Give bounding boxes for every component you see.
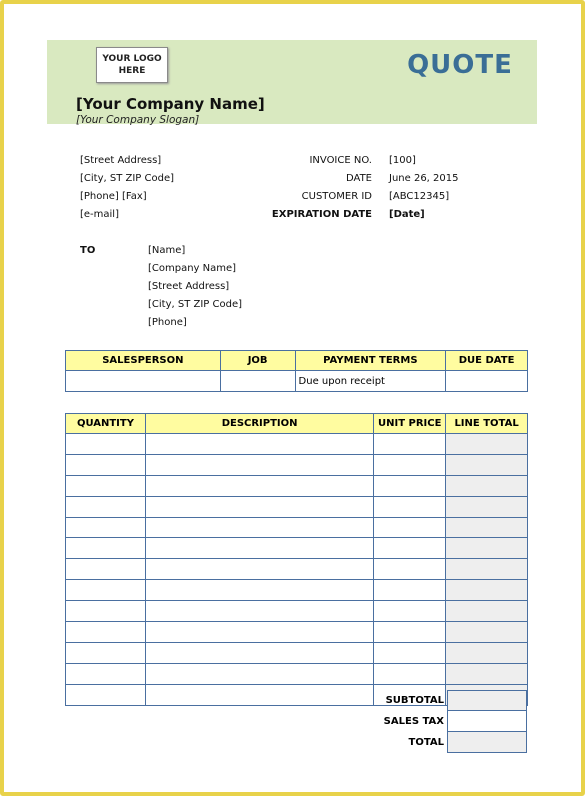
description-cell[interactable] — [145, 496, 373, 517]
salesperson-header: SALESPERSON — [66, 351, 221, 371]
table-row — [66, 663, 528, 684]
salesperson-cell[interactable] — [66, 371, 221, 392]
line-total-header: LINE TOTAL — [446, 414, 528, 434]
job-header: JOB — [220, 351, 295, 371]
quantity-cell[interactable] — [66, 642, 146, 663]
table-row — [66, 642, 528, 663]
description-cell[interactable] — [145, 454, 373, 475]
address-line: [Phone] [Fax] — [80, 191, 147, 202]
sales-tax-label: SALES TAX — [383, 716, 444, 727]
line-items-body — [66, 434, 528, 706]
description-cell[interactable] — [145, 642, 373, 663]
total-label: TOTAL — [408, 737, 444, 748]
line-items-table — [65, 413, 528, 706]
unit-price-cell[interactable] — [374, 601, 446, 622]
recipient-line[interactable]: [Name] — [148, 245, 186, 256]
table-row — [66, 559, 528, 580]
table-row — [66, 601, 528, 622]
invoice-label: INVOICE NO. — [309, 155, 372, 166]
description-cell[interactable] — [145, 684, 373, 705]
line-total-cell — [446, 538, 528, 559]
subtotal-row — [374, 690, 528, 711]
payment-terms-header: PAYMENT TERMS — [295, 351, 446, 371]
job-cell[interactable] — [220, 371, 295, 392]
quantity-header: QUANTITY — [66, 414, 146, 434]
table-row — [66, 538, 528, 559]
recipient-line[interactable]: [Street Address] — [148, 281, 230, 292]
description-cell[interactable] — [145, 538, 373, 559]
total-cell — [447, 732, 527, 753]
unit-price-cell[interactable] — [374, 538, 446, 559]
subtotal-cell — [447, 690, 527, 711]
quantity-cell[interactable] — [66, 454, 146, 475]
expiration-value[interactable]: [Date] — [389, 209, 425, 220]
company-name: [Your Company Name] — [76, 95, 265, 113]
quantity-cell[interactable] — [66, 434, 146, 455]
totals-section — [374, 690, 528, 753]
unit-price-cell[interactable] — [374, 559, 446, 580]
logo-placeholder — [96, 47, 168, 83]
table-row — [66, 622, 528, 643]
sales-tax-cell[interactable] — [447, 711, 527, 732]
recipient-line[interactable]: [City, ST ZIP Code] — [148, 299, 243, 310]
address-line: [City, ST ZIP Code] — [80, 173, 175, 184]
recipient-line[interactable]: [Company Name] — [148, 263, 237, 274]
expiration-label: EXPIRATION DATE — [271, 209, 372, 220]
description-cell[interactable] — [145, 580, 373, 601]
line-total-cell — [446, 454, 528, 475]
line-total-cell — [446, 434, 528, 455]
recipient-address — [148, 242, 242, 332]
quantity-cell[interactable] — [66, 622, 146, 643]
quantity-cell[interactable] — [66, 684, 146, 705]
address-line: [e-mail] — [80, 209, 119, 220]
quantity-cell[interactable] — [66, 601, 146, 622]
line-total-cell — [446, 580, 528, 601]
description-cell[interactable] — [145, 622, 373, 643]
line-total-cell — [446, 622, 528, 643]
line-total-cell — [446, 601, 528, 622]
unit-price-cell[interactable] — [374, 517, 446, 538]
recipient-line[interactable]: [Phone] — [148, 317, 187, 328]
date-value[interactable]: June 26, 2015 — [389, 173, 459, 184]
description-cell[interactable] — [145, 434, 373, 455]
table-row — [66, 517, 528, 538]
description-cell[interactable] — [145, 601, 373, 622]
quantity-cell[interactable] — [66, 663, 146, 684]
quantity-cell[interactable] — [66, 538, 146, 559]
unit-price-cell[interactable] — [374, 663, 446, 684]
unit-price-cell[interactable] — [374, 434, 446, 455]
table-row — [66, 475, 528, 496]
table-row — [66, 434, 528, 455]
sales-tax-row — [374, 711, 528, 732]
unit-price-cell[interactable] — [374, 454, 446, 475]
logo-text-line1: YOUR LOGO — [102, 54, 162, 64]
line-total-cell — [446, 496, 528, 517]
table-row — [66, 454, 528, 475]
to-label: TO — [80, 245, 96, 256]
due-date-header: DUE DATE — [446, 351, 528, 371]
total-row — [374, 732, 528, 753]
sales-info-table — [65, 350, 528, 392]
subtotal-label: SUBTOTAL — [385, 695, 444, 706]
unit-price-cell[interactable] — [374, 475, 446, 496]
quantity-cell[interactable] — [66, 496, 146, 517]
description-header: DESCRIPTION — [145, 414, 373, 434]
customer-value[interactable]: [ABC12345] — [389, 191, 450, 202]
table-row — [66, 580, 528, 601]
unit-price-cell[interactable] — [374, 622, 446, 643]
customer-label: CUSTOMER ID — [301, 191, 372, 202]
line-total-cell — [446, 517, 528, 538]
meta-labels — [240, 152, 372, 224]
description-cell[interactable] — [145, 517, 373, 538]
unit-price-cell[interactable] — [374, 580, 446, 601]
quantity-cell[interactable] — [66, 559, 146, 580]
due-date-cell[interactable] — [446, 371, 528, 392]
unit-price-cell[interactable] — [374, 496, 446, 517]
line-total-cell — [446, 642, 528, 663]
payment-terms-cell[interactable]: Due upon receipt — [295, 371, 446, 392]
company-address — [80, 152, 174, 224]
line-total-cell — [446, 559, 528, 580]
description-cell[interactable] — [145, 559, 373, 580]
description-cell[interactable] — [145, 475, 373, 496]
document-title: QUOTE — [407, 50, 513, 80]
invoice-value[interactable]: [100] — [389, 155, 416, 166]
line-total-cell — [446, 475, 528, 496]
date-label: DATE — [345, 173, 372, 184]
table-row — [66, 496, 528, 517]
description-cell[interactable] — [145, 663, 373, 684]
logo-text-line2: HERE — [118, 66, 146, 76]
unit-price-cell[interactable] — [374, 642, 446, 663]
quantity-cell[interactable] — [66, 475, 146, 496]
unit-price-header: UNIT PRICE — [374, 414, 446, 434]
line-total-cell — [446, 663, 528, 684]
address-line: [Street Address] — [80, 155, 162, 166]
meta-values — [389, 152, 459, 224]
company-slogan: [Your Company Slogan] — [76, 114, 200, 126]
quantity-cell[interactable] — [66, 580, 146, 601]
quantity-cell[interactable] — [66, 517, 146, 538]
